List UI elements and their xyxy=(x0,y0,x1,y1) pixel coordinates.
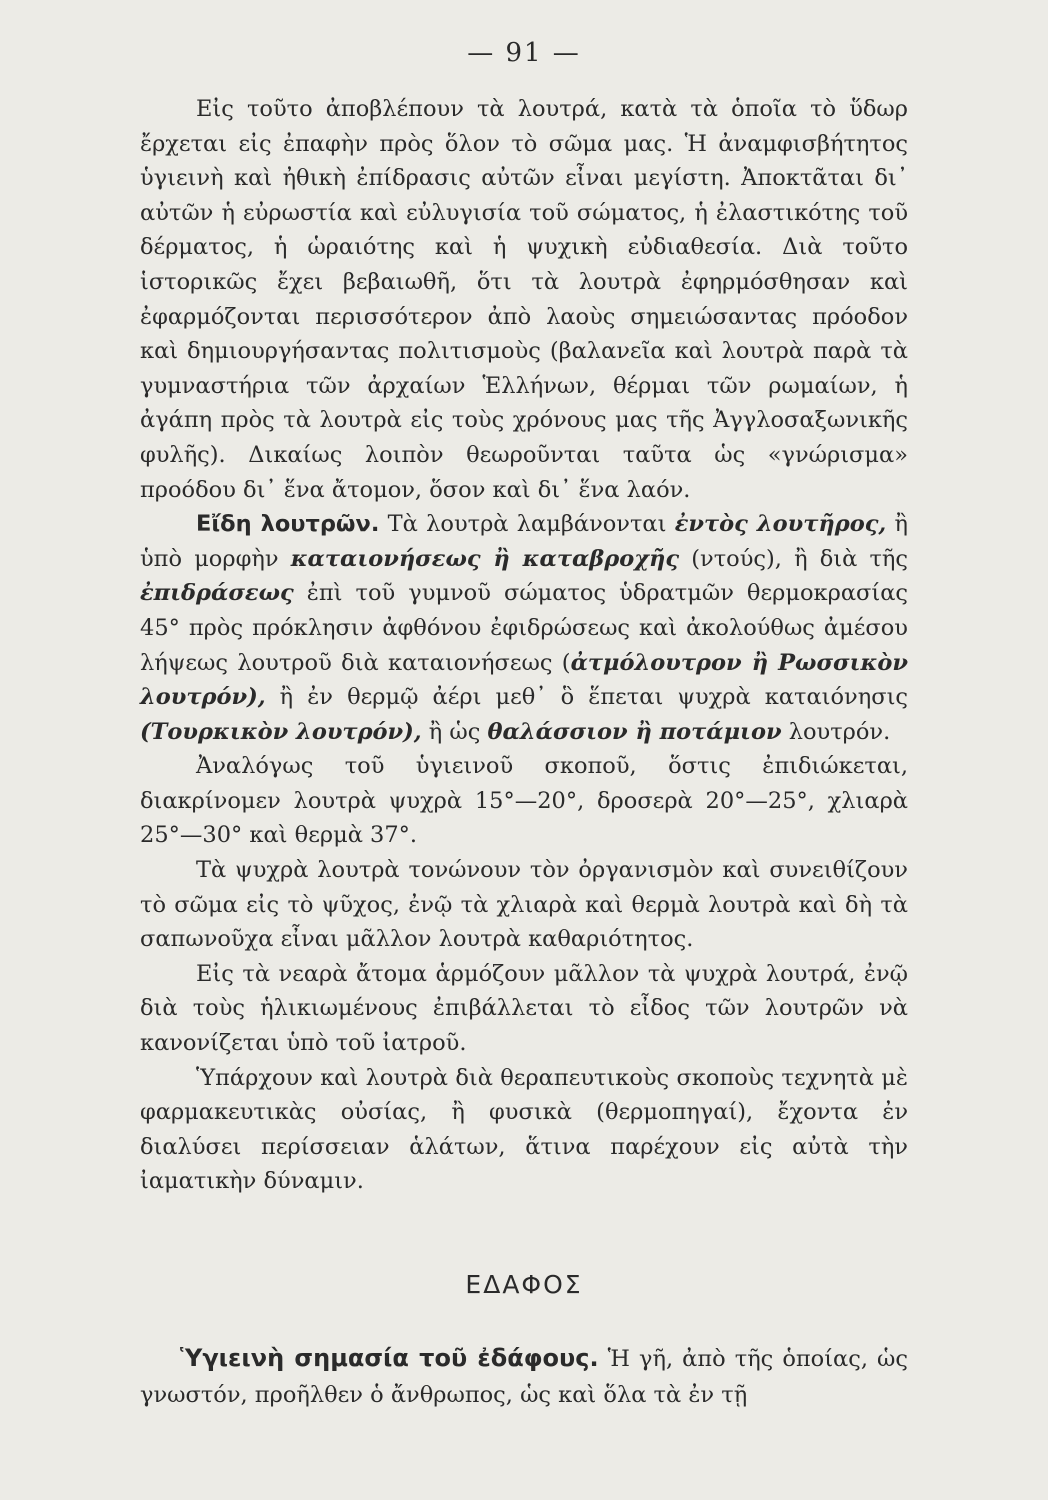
main-text xyxy=(140,92,908,1199)
text-run: ἐπὶ τοῦ γυμνοῦ σώματος ὑδρατμῶν θερμοκρασίας 45° πρὸς πρόκλησιν ἀφθόνου ἐφιδρώσεως καὶ ἀκολούθως ἀμέσου λήψεως λουτροῦ διὰ καταιονήσεως ( xyxy=(140,580,908,676)
paragraph-soil xyxy=(140,1340,908,1413)
section-title: ΕΔΑΦΟΣ xyxy=(465,1270,583,1299)
page-number: — 91 — xyxy=(467,38,581,68)
text-run: ἢ ἐν θερμῷ ἀέρι μεθ᾽ ὃ ἕπεται ψυχρὰ καταιόνησις xyxy=(265,684,908,711)
text-run: Ἡ γῆ, ἀπὸ τῆς ὁποίας, ὡς γνωστόν, προῆλθεν ὁ ἄνθρωπος, ὡς καὶ ὅλα τὰ ἐν τῇ xyxy=(140,1346,908,1408)
soil-heading: Ὑγιεινὴ σημασία τοῦ ἐδάφους. xyxy=(180,1344,599,1372)
paragraph-baths-intro: Εἰς τοῦτο ἀποβλέπουν τὰ λουτρά, κατὰ τὰ ὁποῖα τὸ ὕδωρ ἔρχεται εἰς ἐπαφὴν πρὸς ὅλον τὸ σῶμα μας. Ἡ ἀναμφισβήτητος ὑγιεινὴ καὶ ἠθικὴ ἐπίδρασις αὐτῶν εἶναι μεγίστη. Ἀποκτᾶται δι᾽ αὐτῶν ἡ εὐρωστία καὶ εὐλυγισία τοῦ σώματος, ἡ ἐλαστικότης τοῦ δέρματος, ἡ ὡραιότης καὶ ἡ ψυχικὴ εὐδιαθεσία. Διὰ τοῦτο ἱστορικῶς ἔχει βεβαιωθῆ, ὅτι τὰ λουτρὰ ἐφηρμόσθησαν καὶ ἐφαρμόζονται περισσότερον ἀπὸ λαοὺς σημειώσαντας πρόοδον καὶ δημιουργήσαντας πολιτισμοὺς (βαλανεῖα καὶ λουτρὰ παρὰ τὰ γυμναστήρια τῶν ἀρχαίων Ἑλλήνων, θέρμαι τῶν ρωμαίων, ἡ ἀγάπη πρὸς τὰ λουτρὰ εἰς τοὺς χρόνους μας τῆς Ἀγγλοσαξωνικῆς φυλῆς). Δικαίως λοιπὸν θεωροῦνται ταῦτα ὡς «γνώρισμα» προόδου δι᾽ ἕνα ἄτομον, ὅσον καὶ δι᾽ ἕνα λαόν. xyxy=(140,96,908,503)
text-run: ἢ ὡς xyxy=(421,718,488,745)
paragraph-cold-warm: Τὰ ψυχρὰ λουτρὰ τονώνουν τὸν ὀργανισμὸν καὶ συνειθίζουν τὸ σῶμα εἰς τὸ ψῦχος, ἐνῷ τὰ χλιαρὰ καὶ θερμὰ λουτρὰ καὶ δὴ τὰ σαπωνοῦχα εἶναι μᾶλλον λουτρὰ καθαριότητος. xyxy=(140,857,908,953)
types-of-baths-heading: Εἴδη λουτρῶν. xyxy=(196,511,380,538)
paragraph-therapeutic: Ὑπάρχουν καὶ λουτρὰ διὰ θεραπευτικοὺς σκοποὺς τεχνητὰ μὲ φαρμακευτικὰς οὐσίας, ἢ φυσικὰ (θερμοπηγαί), ἔχοντα ἐν διαλύσει περίσσειαν ἁλάτων, ἅτινα παρέχουν εἰς αὐτὰ τὴν ἰαματικὴν δύναμιν. xyxy=(140,1064,908,1195)
text-run: ἢ ὑπὸ μορφὴν xyxy=(140,511,909,572)
text-run: (ντούς), ἢ διὰ τῆς xyxy=(679,545,909,572)
term-in-tub: ἐντὸς λουτῆρος, xyxy=(674,511,887,538)
term-russian-bath: ἀτμόλουτρον ἢ Ρωσσικὸν λουτρόν), xyxy=(140,649,908,711)
term-turkish-bath: (Τουρκικὸν λουτρόν), xyxy=(140,718,422,745)
text-run: λουτρόν. xyxy=(781,718,891,745)
text-run: Τὰ λουτρὰ λαμβάνονται xyxy=(379,511,675,538)
paragraph-age: Εἰς τὰ νεαρὰ ἄτομα ἁρμόζουν μᾶλλον τὰ ψυχρὰ λουτρά, ἐνῷ διὰ τοὺς ἡλικιωμένους ἐπιβάλλεται τὸ εἶδος τῶν λουτρῶν νὰ κανονίζεται ὑπὸ τοῦ ἰατροῦ. xyxy=(140,960,908,1057)
paragraph-types-of-baths xyxy=(140,507,908,749)
paragraph-temperatures: Ἀναλόγως τοῦ ὑγιεινοῦ σκοποῦ, ὅστις ἐπιδιώκεται, διακρίνομεν λουτρὰ ψυχρὰ 15°—20°, δροσερὰ 20°—25°, χλιαρὰ 25°—30° καὶ θερμὰ 37°. xyxy=(140,753,908,849)
term-shower: καταιονήσεως ἢ καταβροχῆς xyxy=(290,545,680,572)
section-body xyxy=(140,1340,908,1413)
term-action: ἐπιδράσεως xyxy=(140,580,294,607)
term-sea-river-bath: θαλάσσιον ἢ ποτάμιον xyxy=(487,718,782,745)
